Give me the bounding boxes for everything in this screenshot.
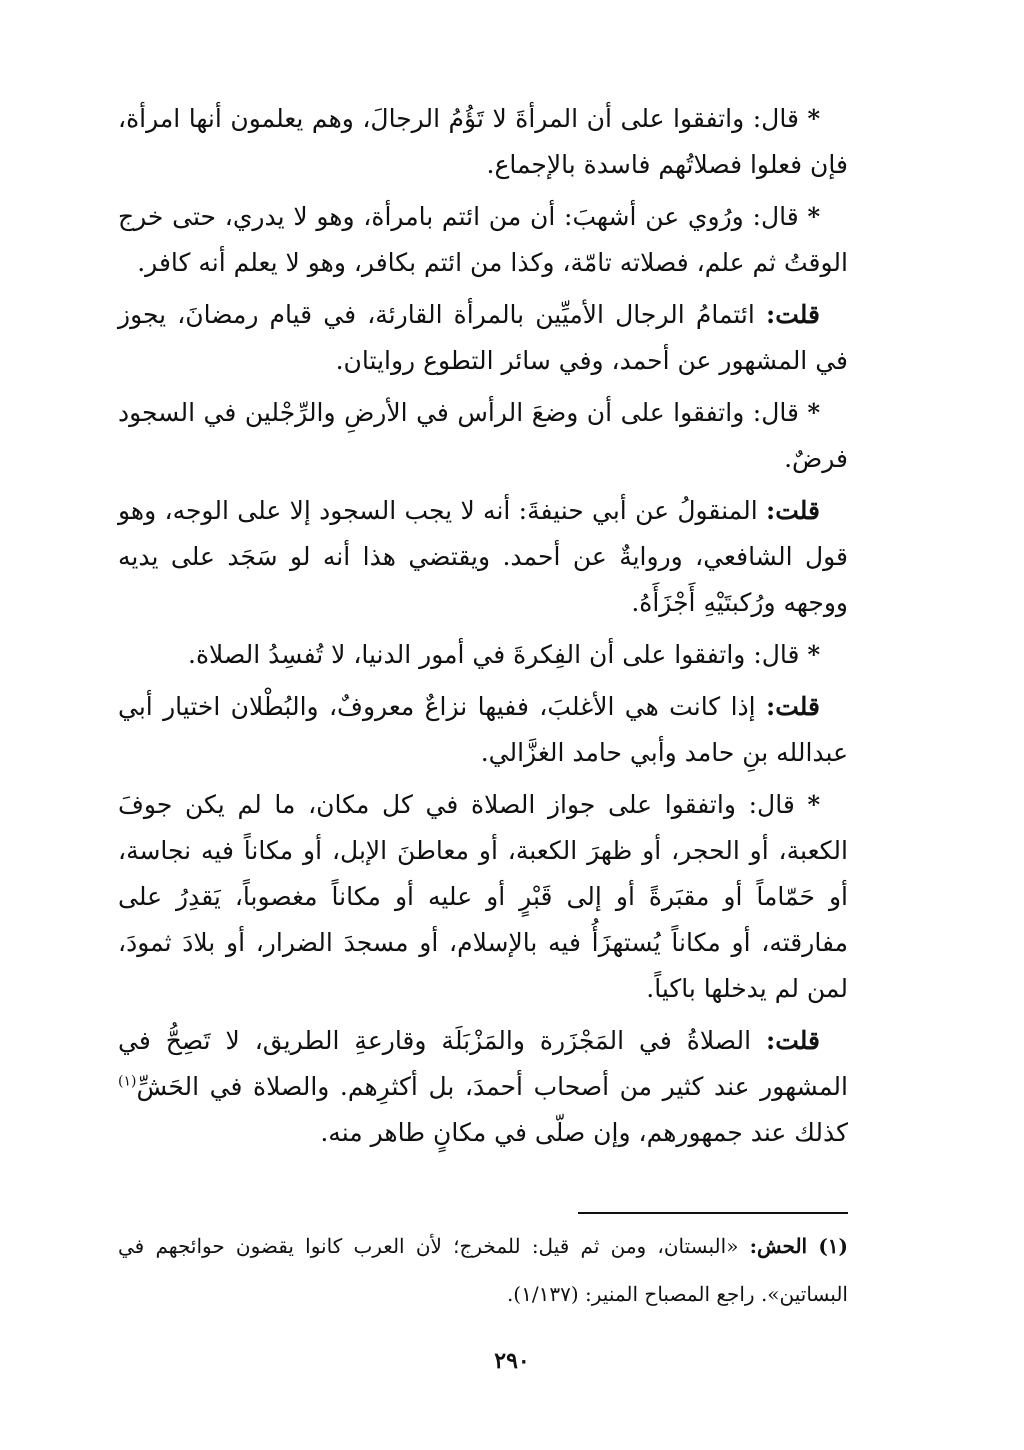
paragraph-text: واتفقوا على أن وضعَ الرأس في الأرضِ والرِّجْلين في السجود فرضٌ. bbox=[118, 398, 848, 473]
asterisk-marker: * bbox=[807, 790, 821, 819]
paragraph-text: واتفقوا على جواز الصلاة في كل مكان، ما لم يكن جوفَ الكعبة، أو الحجر، أو ظهرَ الكعبة، أو معاطنَ الإبل، أو مكاناً فيه نجاسة، أو حَمّاماً أو مقبَرةً أو إلى قَبْرٍ أو عليه أو مكاناً مغصوباً، يَقدِرُ على مفارقته، أو مكاناً يُستهزَأُ فيه بالإسلام، أو مسجدَ الضرار، أو بلادَ ثمودَ، لمن لم يدخلها باكياً. bbox=[118, 790, 848, 1003]
paragraph-1 bbox=[118, 96, 848, 188]
paragraph-5 bbox=[118, 488, 848, 626]
asterisk-marker: * bbox=[807, 202, 821, 231]
footnote-text: «البستان، ومن ثم قيل: للمخرج؛ لأن العرب كانوا يقضون حوائجهم في البساتين». راجع المصباح المنير: (١/١٣٧). bbox=[118, 1234, 848, 1306]
paragraph-3 bbox=[118, 292, 848, 384]
commentary-label: قلت: bbox=[765, 692, 820, 721]
paragraph-text: واتفقوا على أن المرأةَ لا تَؤُمُ الرجالَ، وهم يعلمون أنها امرأة، فإن فعلوا فصلاتُهم فاسدة بالإجماع. bbox=[118, 104, 848, 179]
speaker-label: قال: bbox=[752, 202, 799, 231]
commentary-label: قلت: bbox=[765, 300, 820, 329]
footnote-label: الحش: bbox=[749, 1234, 808, 1258]
paragraph-7 bbox=[118, 684, 848, 776]
speaker-label: قال: bbox=[753, 640, 800, 669]
paragraph-text-after: كذلك عند جمهورهم، وإن صلّى في مكانٍ طاهر منه. bbox=[320, 1118, 848, 1147]
paragraph-text-before: الصلاةُ في المَجْزَرة والمَزْبَلَة وقارعةِ الطريق، لا تَصِحُّ في المشهور عند كثير من أصحاب أحمدَ، بل أكثرِهم. والصلاة في الحَشِّ bbox=[118, 1026, 848, 1101]
footnote bbox=[118, 1222, 848, 1318]
main-text bbox=[118, 96, 848, 1162]
commentary-label: قلت: bbox=[765, 496, 820, 525]
paragraph-text: المنقولُ عن أبي حنيفةَ: أنه لا يجب السجود إلا على الوجه، وهو قول الشافعي، وروايةٌ عن أحمد. ويقتضي هذا أنه لو سَجَد على يديه ووجهه ورُكبتَيْهِ أَجْزَأَهُ. bbox=[118, 496, 848, 617]
footnote-reference: (١) bbox=[118, 1073, 137, 1090]
footnote-number: (١) bbox=[818, 1234, 849, 1258]
page-number: ٢٩٠ bbox=[494, 1348, 530, 1374]
speaker-label: قال: bbox=[748, 790, 795, 819]
speaker-label: قال: bbox=[752, 398, 799, 427]
asterisk-marker: * bbox=[807, 640, 820, 669]
paragraph-4 bbox=[118, 390, 848, 482]
asterisk-marker: * bbox=[807, 398, 821, 427]
paragraph-6 bbox=[118, 632, 848, 678]
paragraph-text: ائتمامُ الرجال الأميِّين بالمرأة القارئة، في قيام رمضانَ، يجوز في المشهور عن أحمد، وفي سائر التطوع روايتان. bbox=[118, 300, 848, 375]
footnote-divider bbox=[578, 1212, 848, 1214]
paragraph-text: إذا كانت هي الأغلبَ، ففيها نزاعٌ معروفٌ، والبُطْلان اختيار أبي عبدالله بنِ حامد وأبي حامد الغزَّالي. bbox=[118, 692, 848, 767]
paragraph-8 bbox=[118, 782, 848, 1012]
speaker-label: قال: bbox=[752, 104, 799, 133]
paragraph-text: واتفقوا على أن الفِكرةَ في أمور الدنيا، لا تُفسِدُ الصلاة. bbox=[188, 640, 746, 669]
commentary-label: قلت: bbox=[765, 1026, 820, 1055]
paragraph-9 bbox=[118, 1018, 848, 1156]
paragraph-text: ورُوي عن أشهبَ: أن من ائتم بامرأة، وهو لا يدري، حتى خرج الوقتُ ثم علم، فصلاته تامّة، وكذا من ائتم بكافر، وهو لا يعلم أنه كافر. bbox=[118, 202, 848, 277]
paragraph-2 bbox=[118, 194, 848, 286]
asterisk-marker: * bbox=[807, 104, 821, 133]
